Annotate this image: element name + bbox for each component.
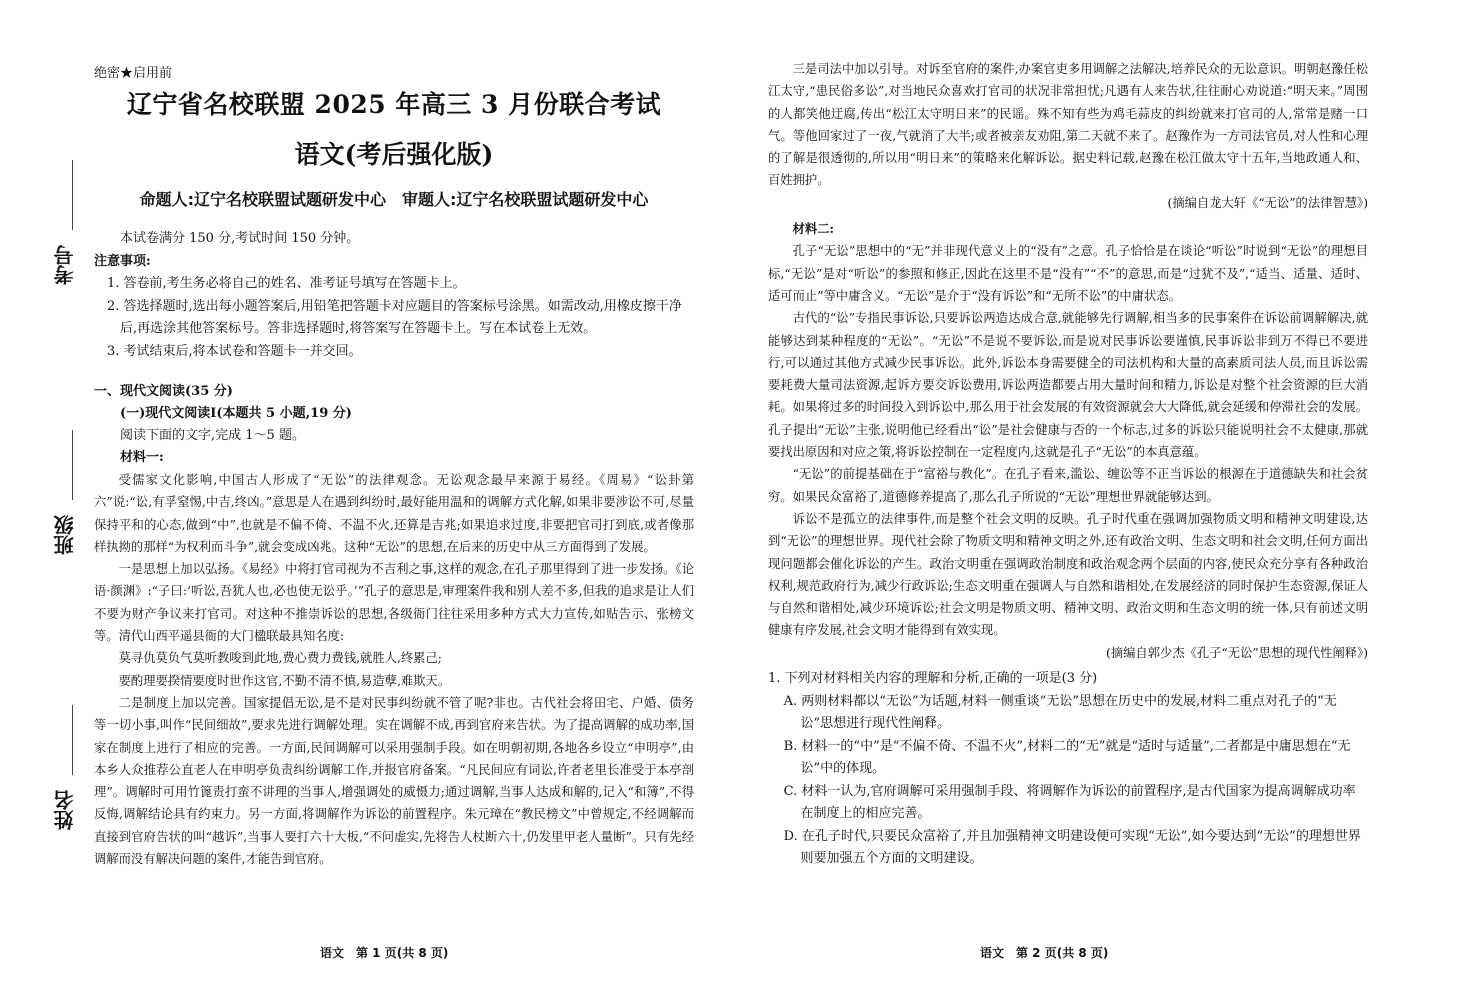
reading-instruction: 阅读下面的文字,完成 1～5 题。 — [120, 428, 305, 443]
paragraph: 受儒家文化影响,中国古人形成了“无讼”的法律观念。无讼观念最早来源于易经。《周易》“讼卦第六”说:“讼,有孚窒惕,中吉,终凶。”意思是人在遇到纠纷时,最好能用温和的调解方式化解,如果非要涉讼不可,尽量保持平和的心态,做到“中”,也就是不偏不倚、不温不火,还算是吉兆;如果追求过度,非要把官司打到底,或者像那样执拗的那样“为权利而斗争”,就会变成凶兆。这种“无讼”的思想,在后来的历史中从三方面得到了发展。 — [94, 473, 694, 554]
page-2 — [768, 58, 1368, 871]
couplet-line: 要酌理要揆情要度时世作这官,不勤不清不慎,易造孽,难欺天。 — [118, 673, 451, 688]
exam-title: 辽宁省名校联盟 2025 年高三 3 月份联合考试 — [126, 90, 662, 119]
paragraph: 孔子“无讼”思想中的“无”并非现代意义上的“没有”之意。孔子恰恰是在谈论“听讼”时说到“无讼”的理想目标,“无讼”是对“听讼”的参照和修正,因此在这里不是“没有”“不”的意思,而是“过犹不及”,“适当、适量、适时、适可而止”等中庸含义。“无讼”是介于“没有诉讼”和“无所不讼”的中庸状态。 — [768, 244, 1368, 303]
exam-number-line — [72, 160, 73, 230]
section-heading: 一、现代文阅读(35 分) — [94, 384, 233, 399]
paragraph: 诉讼不是孤立的法律事件,而是整个社会文明的反映。孔子时代重在强调加强物质文明和精神文明建设,达到“无讼”的理想世界。现代社会除了物质文明和精神文明之外,还有政治文明、生态文明和社会文明,任何方面出现问题都会催化诉讼的产生。政治文明重在强调政治制度和政治观念两个层面的内容,使民众充分享有各种政治权利,规范政府行为,减少行政诉讼;生态文明重在强调人与自然和谐相处,在发展经济的同时保护生态资源,保证人与自然和谐相处,减少环境诉讼;社会文明是物质文明、精神文明、政治文明和生态文明的统一体,只有前述文明健康有序发展,社会文明才能得到有效实现。 — [768, 511, 1368, 638]
subsection-heading: (一)现代文阅读Ⅰ(本题共 5 小题,19 分) — [120, 406, 352, 421]
option-d: D. 在孔子时代,只要民众富裕了,并且加强精神文明建设便可实现“无讼”,如今要达到“无讼”的理想世界则要加强五个方面的文明建设。 — [783, 828, 1361, 867]
paragraph: “无讼”的前提基础在于“富裕与教化”。在孔子看来,滥讼、缠讼等不正当诉讼的根源在于道德缺失和社会贫穷。如果民众富裕了,道德修养提高了,那么孔子所说的“无讼”理想世界就能够达到。 — [768, 467, 1368, 504]
class-line — [72, 430, 73, 500]
note-item: 2. 答选择题时,选出每小题答案后,用铅笔把答题卡对应题目的答案标号涂黑。如需改动,用橡皮擦干净后,再选涂其他答案标号。答非选择题时,将答案写在答题卡上。写在本试卷上无效。 — [107, 298, 682, 336]
source-citation: (摘编自龙大轩《“无讼”的法律智慧》) — [1167, 195, 1368, 210]
paragraph: 三是司法中加以引导。对诉至官府的案件,办案官吏多用调解之法解决,培养民众的无讼意识。明朝赵豫任松江太守,“患民俗多讼”,对当地民众喜欢打官司的状况非常担忧;凡遇有人来告状,往往耐心劝说道:“明天来。”周围的人都笑他迂腐,传出“松江太守明日来”的民谣。殊不知有些为鸡毛蒜皮的纠纷就来打官司的人,常常是赌一口气。等他回家过了一夜,气就消了大半;或者被亲友劝阻,第二天就不来了。赵豫作为一方司法官员,对人性和心理的了解是很透彻的,所以用“明日来”的策略来化解诉讼。据史料记载,赵豫在松江做太守十五年,当地政通人和、百姓拥护。 — [768, 62, 1368, 188]
source-citation: (摘编自郭少杰《孔子“无讼”思想的现代性阐释》) — [1106, 645, 1368, 660]
couplet-line: 莫寻仇莫负气莫听教唆到此地,费心费力费钱,就胜人,终累己; — [118, 651, 442, 666]
notes-header: 注意事项: — [94, 253, 151, 269]
paragraph: 一是思想上加以弘扬。《易经》中将打官司视为不吉利之事,这样的观念,在孔子那里得到了进一步发扬。《论语·颜渊》:“子曰:‘听讼,吾犹人也,必也使无讼乎。’”孔子的意思是,审理案件我和别人差不多,但我的追求是让人们不要为财产争议来打官司。对这种不推崇诉讼的思想,各级衙门往往采用多种方式大力宣传,如贴告示、张榜文等。清代山西平遥县衙的大门楹联最具知名度: — [94, 562, 694, 644]
exam-subtitle: 语文(考后强化版) — [294, 140, 494, 169]
score-info: 本试卷满分 150 分,考试时间 150 分钟。 — [120, 231, 360, 246]
note-item: 1. 答卷前,考生务必将自己的姓名、准考证号填写在答题卡上。 — [107, 276, 466, 291]
class-label: 班级 — [53, 515, 77, 555]
name-line — [72, 705, 73, 775]
name-label: 姓名 — [53, 790, 77, 830]
option-c: C. 材料一认为,官府调解可采用强制手段、将调解作为诉讼的前置程序,是古代国家为提高调解成功率在制度上的相应完善。 — [783, 783, 1356, 822]
paragraph: 二是制度上加以完善。国家提倡无讼,是不是对民事纠纷就不管了呢?非也。古代社会将田宅、户婚、债务等一切小事,叫作“民间细故”,要求先进行调解处理。实在调解不成,再到官府来告状。为了提高调解的成功率,国家在制度上进行了相应的完善。一方面,民间调解可以采用强制手段。如在明朝初期,各地各乡设立“申明亭”,由本乡人众推荐公直老人在申明亭负责纠纷调解工作,并报官府备案。“凡民间应有词讼,许者老里长准受于本亭剖理”。调解时可用竹篦责打蛮不讲理的当事人,增强调处的威慑力;通过调解,当事人达成和解的,记入“和簿”,不得反悔,调解结论具有约束力。另一方面,将调解作为诉讼的前置程序。朱元璋在“教民榜文”中曾规定,不经调解而直接到官府告状的叫“越诉”,当事人要打六十大板,“不问虚实,先将告人杖断六十,仍发里甲老人量断”。只有先经调解而没有解决问题的案件,才能告到官府。 — [94, 695, 694, 867]
confidential-mark: 绝密★启用前 — [94, 66, 173, 81]
page-1 — [94, 58, 694, 870]
option-a: A. 两则材料都以“无讼”为话题,材料一侧重谈“无讼”思想在历史中的发展,材料二重点对孔子的“无讼”思想进行现代性阐释。 — [783, 693, 1337, 732]
page-2-footer: 语文 第 2 页(共 8 页) — [980, 946, 1109, 960]
exam-number-label: 考号 — [53, 245, 77, 285]
option-b: B. 材料一的“中”是“不偏不倚、不温不火”,材料二的“无”就是“适时与适量”,二者都是中庸思想在“无讼”中的体现。 — [783, 738, 1351, 777]
material-2-label: 材料二: — [792, 221, 835, 237]
note-item: 3. 考试结束后,将本试卷和答题卡一并交回。 — [107, 343, 362, 359]
exam-notes — [94, 228, 694, 363]
question-1: 1. 下列对材料相关内容的理解和分析,正确的一项是(3 分) — [768, 671, 1098, 687]
material-1-label: 材料一: — [120, 450, 164, 465]
paragraph: 古代的“讼”专指民事诉讼,只要诉讼两造达成合意,就能够先行调解,相当多的民事案件在诉讼前调解解决,就能够达到某种程度的“无讼”。“无讼”不是说不要诉讼,而是说对民事诉讼要谨慎,民事诉讼非到万不得已不要进行,可以通过其他方式减少民事诉讼。此外,诉讼本身需要健全的司法机构和大量的高素质司法人员,而且诉讼需要耗费大量司法资源,起诉方要交诉讼费用,诉讼两造都要占用大量时间和精力,诉讼是对整个社会资源的巨大消耗。如果将过多的时间投入到诉讼中,那么用于社会发展的有效资源就会大大降低,就会延缓和停滞社会的发展。孔子提出“无讼”主张,说明他已经看出“讼”是社会健康与否的一个标志,过多的诉讼只能说明社会不太健康,那就要找出原因和对应之策,将诉讼控制在一定程度内,这就是孔子“无讼”的本真意蕴。 — [768, 311, 1368, 460]
authors-line: 命题人:辽宁名校联盟试题研发中心 审题人:辽宁名校联盟试题研发中心 — [139, 190, 649, 209]
page-1-footer: 语文 第 1 页(共 8 页) — [320, 946, 449, 960]
